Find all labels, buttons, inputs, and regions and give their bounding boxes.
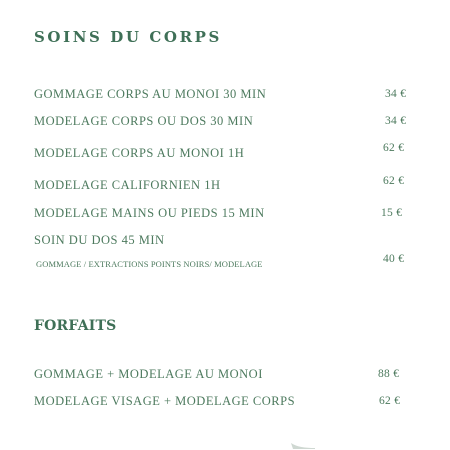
- item-price: 62 €: [379, 395, 401, 407]
- item-detail: GOMMAGE / EXTRACTIONS POINTS NOIRS/ MODELAGE: [36, 259, 263, 269]
- item-name: MODELAGE CALIFORNIEN 1H: [34, 178, 221, 192]
- menu-item-forfait-gommage-modelage: [0, 366, 450, 382]
- menu-item-forfait-visage-corps: [0, 393, 450, 409]
- menu-item-modelage-corps-dos: [0, 113, 450, 129]
- section-title-soins-du-corps: SOINS DU CORPS: [34, 28, 222, 46]
- item-price: 40 €: [383, 253, 405, 265]
- item-name: MODELAGE VISAGE + MODELAGE CORPS: [34, 394, 296, 408]
- item-name: SOIN DU DOS 45 MIN: [34, 233, 165, 247]
- item-price: 62 €: [383, 175, 405, 187]
- item-name: MODELAGE CORPS OU DOS 30 MIN: [34, 114, 254, 128]
- item-price: 15 €: [381, 207, 403, 219]
- menu-item-gommage-corps: [0, 86, 450, 102]
- menu-item-modelage-californien: [0, 177, 450, 193]
- menu-item-modelage-mains-pieds: [0, 205, 450, 221]
- item-price: 88 €: [378, 368, 400, 380]
- item-name: MODELAGE CORPS AU MONOI 1H: [34, 146, 245, 160]
- item-name: MODELAGE MAINS OU PIEDS 15 MIN: [34, 206, 265, 220]
- menu-item-soin-du-dos: [0, 232, 450, 272]
- item-name: GOMMAGE CORPS AU MONOI 30 MIN: [34, 87, 267, 101]
- item-price: 62 €: [383, 142, 405, 154]
- menu-item-modelage-monoi: [0, 142, 450, 161]
- item-price: 34 €: [385, 115, 407, 127]
- decorative-stroke: [291, 443, 315, 449]
- item-price: 34 €: [385, 88, 407, 100]
- section-title-forfaits: FORFAITS: [34, 318, 117, 334]
- item-name: GOMMAGE + MODELAGE AU MONOI: [34, 367, 263, 381]
